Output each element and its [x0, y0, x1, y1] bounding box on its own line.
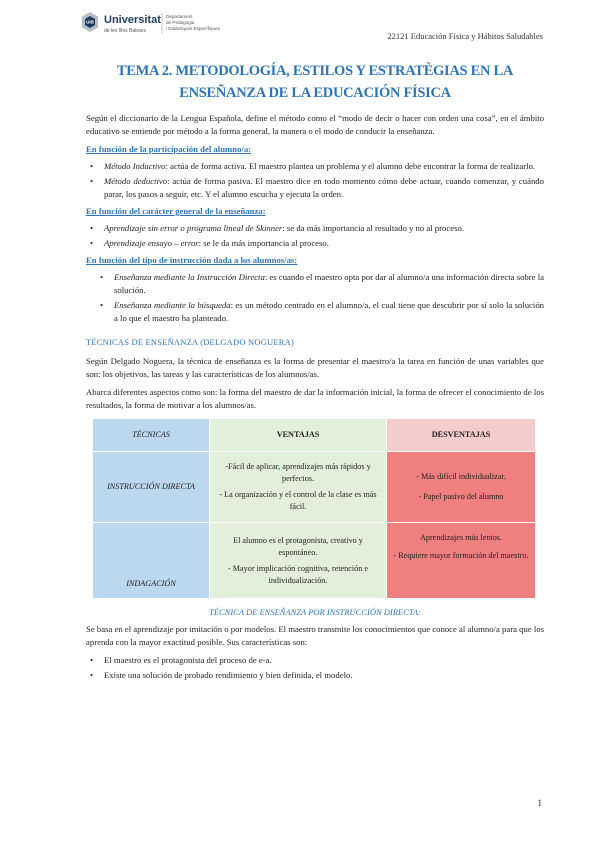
participation-list [86, 160, 544, 201]
character-list [86, 222, 544, 250]
bullet-icon: • [90, 670, 94, 680]
direct-instruction-list [86, 654, 544, 682]
logo-mark-text: UIB [86, 19, 94, 25]
disadvantage-item: - Papel pasivo del alumno [418, 492, 504, 501]
department-line2: de Pedagogia [166, 20, 195, 25]
header-advantages: VENTAJAS [210, 419, 387, 452]
item-term: Aprendizaje ensayo – error [104, 238, 199, 248]
techniques-paragraph-1: Según Delgado Noguera, la técnica de enseñanza es la forma de presentar el maestro/a la tarea en función de unas variables que son: los objetivos, las tareas y las características de los alumnos/as. [86, 356, 544, 379]
bullet-icon: • [90, 223, 94, 233]
section-heading-instruction: En función del tipo de instrucción dada a los alumnos/as: [86, 255, 298, 265]
list-item [90, 669, 544, 682]
list-item [90, 237, 544, 250]
section-heading-character: En función del carácter general de la enseñanza: [86, 206, 266, 216]
item-text: El maestro es el protagonista del proceso de e-a. [104, 655, 272, 665]
techniques-table [92, 418, 536, 599]
page-title [86, 60, 544, 104]
course-label: 22121 Educación Física y Hábitos Saludables [387, 31, 543, 41]
bullet-icon: • [90, 238, 94, 248]
advantage-item: - Mayor implicación cognitiva, retención e individualización. [227, 563, 369, 585]
item-text: : se da más importancia al resultado y no al proceso. [282, 223, 464, 233]
table-header-row [93, 419, 536, 452]
list-item [90, 222, 544, 235]
cell-technique: INSTRUCCIÓN DIRECTA [93, 452, 210, 523]
item-term: Método Inductivo [104, 161, 166, 171]
direct-instruction-heading: TÉCNICA DE ENSEÑANZA POR INSTRUCCIÓN DIRECTA: [209, 607, 421, 617]
direct-instruction-paragraph: Se basa en el aprendizaje por imitación o por modelos. El maestro transmite los conocimientos que conoce al alumno/a para que los aprenda con la mayor exactitud posible. Sus características son: [86, 624, 544, 647]
title-line-2: ENSEÑANZA DE LA EDUCACIÓN FÍSICA [179, 85, 451, 101]
bullet-icon: • [90, 161, 94, 171]
list-item [90, 654, 544, 667]
title-line-1: TEMA 2. METODOLOGÍA, ESTILOS Y ESTRATÈGIAS EN LA [116, 63, 514, 79]
department-line3: i Didàctiques Específiques [166, 26, 220, 31]
disadvantage-item: Aprendizajes más lentos. [419, 533, 503, 542]
university-logo [80, 10, 280, 47]
instruction-list [86, 271, 544, 325]
advantage-item: -Fácil de aplicar, aprendizajes más rápidos y perfectos. [225, 462, 371, 483]
table-row [93, 452, 536, 523]
item-text: : actúa de forma activa. El maestro plantea un problema y el alumno debe encontrar la forma de realizarlo. [165, 161, 536, 171]
list-item [100, 271, 544, 297]
cell-disadvantages [387, 523, 536, 599]
item-text: : es cuando el maestro opta por dar al alumno/a una información directa sobre la solución. [114, 272, 544, 295]
cell-disadvantages [387, 452, 536, 523]
list-item [90, 160, 544, 173]
list-item [100, 299, 545, 325]
item-text: : es un método centrado en el alumno/a, el cual tiene que descubrir por sí solo la solución a lo que el maestro ha planteado. [114, 300, 545, 323]
university-name: Universitat [104, 14, 161, 26]
document-body [86, 60, 544, 685]
bullet-icon: • [100, 300, 104, 310]
cell-advantages [210, 523, 387, 599]
section-heading-participation: En función de la participación del alumno/a: [86, 144, 252, 154]
university-subname: de les Illes Balears [104, 28, 146, 34]
item-text: : actúa de forma pasiva. El maestro dice en todo momento cómo debe actuar, cuando comenzar, y cuándo parar, los pasos a seguir, etc. Y el alumno escucha y ejecuta la orden. [104, 176, 544, 199]
item-term: Enseñanza mediante la búsqueda [114, 300, 231, 310]
item-text: Existe una solución de probado rendimiento y bien definida, el modelo. [104, 670, 353, 680]
item-text: : se le da más importancia al proceso. [198, 238, 329, 248]
list-item [90, 175, 544, 201]
advantage-item: - La organización y el control de la clase es más fácil. [219, 490, 377, 511]
techniques-heading: TÉCNICAS DE ENSEÑANZA (DELGADO NOGUERA) [86, 337, 295, 347]
disadvantage-item: - Requiere mayor formación del maestro. [393, 551, 529, 560]
bullet-icon: • [90, 176, 94, 186]
header-techniques: TÉCNICAS [93, 419, 210, 452]
disadvantage-item: - Más difícil individualizar. [416, 472, 506, 481]
bullet-icon: • [100, 272, 104, 282]
advantage-item: El alumno es el protagonista, creativo y espontáneo. [233, 535, 363, 557]
item-term: Enseñanza mediante la Instrucción Directa [114, 272, 265, 282]
item-term: Aprendizaje sin error o programa lineal de Skinner [104, 223, 283, 233]
department-line1: Departament [166, 14, 193, 19]
page-header [0, 0, 600, 48]
uib-logo-icon [80, 10, 280, 42]
bullet-icon: • [90, 655, 94, 665]
header-disadvantages: DESVENTAJAS [387, 419, 536, 452]
page-number: 1 [537, 798, 542, 808]
cell-advantages [210, 452, 387, 523]
techniques-paragraph-2: Abarca diferentes aspectos como son: la forma del maestro de dar la información inicial, la forma de ofrecer el conocimiento de los resultados, la forma de motivar a los alumnos/as. [86, 387, 544, 410]
item-term: Método deductivo [104, 176, 168, 186]
cell-technique: INDAGACIÓN [93, 523, 210, 599]
table-row [93, 523, 536, 599]
intro-paragraph: Según el diccionario de la Lengua Española, define el método como el “modo de decir o hacer con orden una cosa”, en el ámbito educativo se entiende por método a la forma general, la manera o el modo de conducir la enseñanza. [86, 113, 544, 136]
